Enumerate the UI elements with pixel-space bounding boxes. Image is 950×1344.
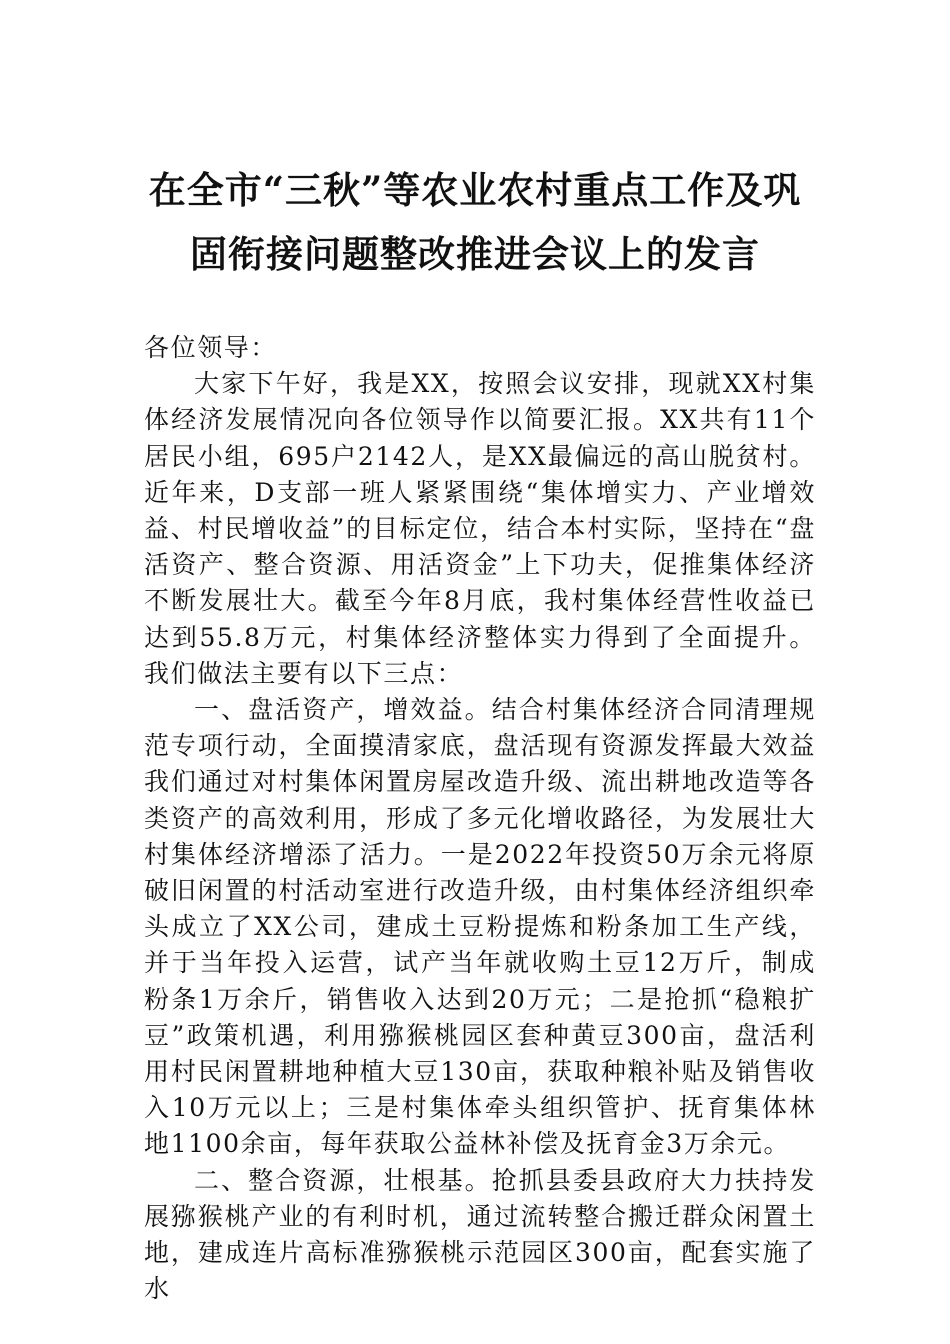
paragraph-intro: 大家下午好，我是XX，按照会议安排，现就XX村集体经济发展情况向各位领导作以简要汇报。XX共有11个居民小组，695户2142人，是XX最偏远的高山脱贫村。近年来，D支部一班人紧紧围绕“集体增实力、产业增效益、村民增收益”的目标定位，结合本村实际，坚持在“盘活资产、整合资源、用活资金”上下功夫，促推集体经济不断发展壮大。截至今年8月底，我村集体经营性收益已达到55.8万元，村集体经济整体实力得到了全面提升。我们做法主要有以下三点： <box>144 369 816 688</box>
paragraph-section-2: 二、整合资源，壮根基。抢抓县委县政府大力扶持发展猕猴桃产业的有利时机，通过流转整合搬迁群众闲置土地，建成连片高标准猕猴桃示范园区300亩，配套实施了水 <box>144 1165 816 1304</box>
salutation: 各位领导： <box>144 333 278 362</box>
document-title: 在全市“三秋”等农业农村重点工作及巩固衔接问题整改推进会议上的发言 <box>148 168 802 276</box>
document-body <box>144 330 816 1307</box>
paragraph-section-1: 一、盘活资产，增效益。结合村集体经济合同清理规范专项行动，全面摸清家底，盘活现有资源发挥最大效益我们通过对村集体闲置房屋改造升级、流出耕地改造等各类资产的高效利用，形成了多元化增收路径，为发展壮大村集体经济增添了活力。一是2022年投资50万余元将原破旧闲置的村活动室进行改造升级，由村集体经济组织牵头成立了XX公司，建成土豆粉提炼和粉条加工生产线，并于当年投入运营，试产当年就收购土豆12万斤，制成粉条1万余斤，销售收入达到20万元；二是抢抓“稳粮扩豆”政策机遇，利用猕猴桃园区套种黄豆300亩，盘活利用村民闲置耕地种植大豆130亩，获取种粮补贴及销售收入10万元以上；三是村集体牵头组织管护、抚育集体林地1100余亩，每年获取公益林补偿及抚育金3万余元。 <box>144 695 816 1159</box>
